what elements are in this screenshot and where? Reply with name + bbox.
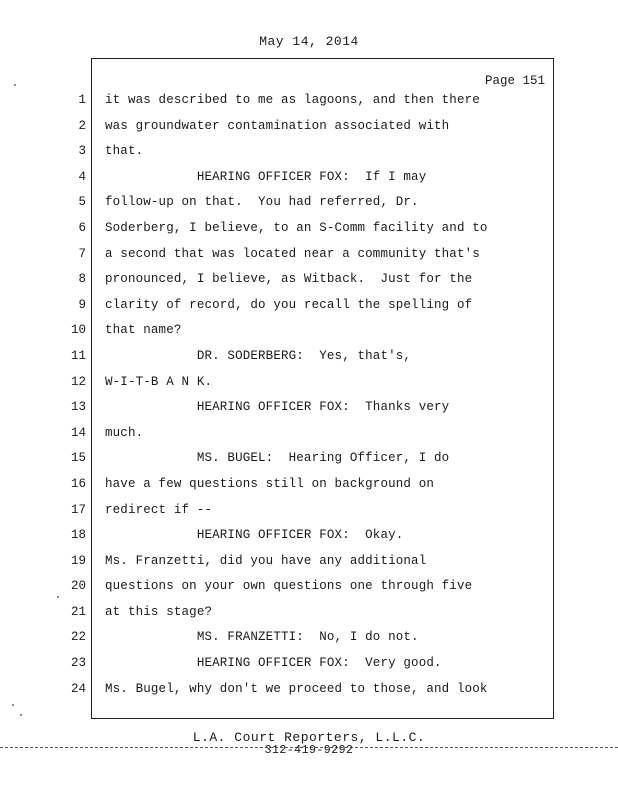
transcript-line: was groundwater contamination associated with — [105, 118, 450, 133]
transcript-line: W-I-T-B A N K. — [105, 374, 213, 389]
transcript-line: redirect if -- — [105, 502, 213, 517]
line-number: 2 — [78, 118, 86, 133]
scan-speck — [57, 596, 59, 598]
line-number: 9 — [78, 297, 86, 312]
transcript-line: DR. SODERBERG: Yes, that's, — [105, 348, 412, 363]
transcript-line: a second that was located near a community that's — [105, 246, 480, 261]
line-number: 23 — [70, 656, 86, 671]
footer-phone: 312-419-9292 — [264, 744, 354, 757]
line-number: 12 — [70, 374, 86, 389]
transcript-line: it was described to me as lagoons, and then there — [105, 93, 480, 107]
scan-speck — [12, 704, 14, 706]
transcript-line: at this stage? — [105, 604, 213, 619]
transcript-line: pronounced, I believe, as Witback. Just for the — [105, 272, 473, 287]
line-number: 1 — [78, 93, 86, 107]
transcript-line: MS. BUGEL: Hearing Officer, I do — [105, 451, 450, 466]
scan-speck — [14, 84, 16, 86]
line-number: 16 — [70, 476, 86, 491]
line-number: 6 — [78, 220, 86, 235]
line-number: 5 — [78, 195, 86, 210]
line-number: 8 — [78, 272, 86, 287]
footer-company: L.A. Court Reporters, L.L.C. — [192, 730, 426, 745]
page-number: Page 151 — [484, 74, 545, 88]
transcript-line: that. — [105, 144, 144, 159]
transcript-body — [105, 88, 550, 702]
transcript-line: Ms. Franzetti, did you have any additional — [105, 553, 427, 568]
transcript-line: much. — [105, 425, 144, 440]
transcript-line: HEARING OFFICER FOX: Thanks very — [105, 400, 450, 415]
line-number: 15 — [70, 451, 86, 466]
line-number: 24 — [70, 681, 86, 696]
line-number: 17 — [70, 502, 86, 517]
scan-speck — [20, 714, 22, 716]
transcript-line: follow-up on that. You had referred, Dr. — [105, 195, 419, 210]
transcript-line: HEARING OFFICER FOX: Okay. — [105, 528, 404, 543]
line-number: 13 — [70, 400, 86, 415]
transcript-line: that name? — [105, 323, 182, 338]
transcript-line: HEARING OFFICER FOX: Very good. — [105, 656, 442, 671]
line-number: 3 — [78, 144, 86, 159]
transcript-line: HEARING OFFICER FOX: If I may — [105, 169, 427, 184]
line-number: 10 — [70, 323, 86, 338]
transcript-line: Ms. Bugel, why don't we proceed to those, and look — [105, 681, 488, 696]
transcript-line: clarity of record, do you recall the spelling of — [105, 297, 473, 312]
line-number: 19 — [70, 553, 86, 568]
line-number: 7 — [78, 246, 86, 261]
line-number: 21 — [70, 604, 86, 619]
line-number: 20 — [70, 579, 86, 594]
line-number: 4 — [78, 169, 86, 184]
transcript-line: have a few questions still on background on — [105, 476, 435, 491]
transcript-line: questions on your own questions one through five — [105, 579, 473, 594]
line-number: 14 — [70, 425, 86, 440]
line-number: 22 — [70, 630, 86, 645]
transcript-line: MS. FRANZETTI: No, I do not. — [105, 630, 419, 645]
line-numbers-column — [60, 88, 86, 702]
line-number: 11 — [70, 348, 86, 363]
line-number: 18 — [70, 528, 86, 543]
transcript-line: Soderberg, I believe, to an S-Comm facility and to — [105, 220, 488, 235]
header-date: May 14, 2014 — [259, 34, 359, 49]
